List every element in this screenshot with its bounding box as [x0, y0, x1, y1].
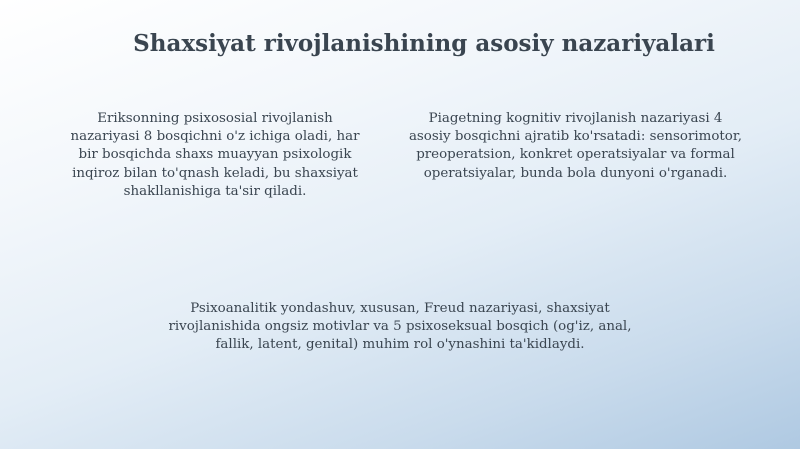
text-line: shakllanishiga ta'sir qiladi.: [123, 183, 307, 199]
text-line: preoperatsion, konkret operatsiyalar va formal: [416, 147, 735, 163]
text-line: inqiroz bilan to'qnash keladi, bu shaxsiyat: [72, 165, 358, 181]
slide-title: Shaxsiyat rivojlanishining asosiy nazariyalari: [133, 30, 715, 57]
text-line: nazariyasi 8 bosqichni o'z ichiga oladi, har: [70, 129, 360, 145]
text-line: asosiy bosqichni ajratib ko'rsatadi: sensorimotor,: [408, 129, 743, 145]
text-line: bir bosqichda shaxs muayyan psixologik: [78, 147, 352, 163]
text-line: operatsiyalar, bunda bola dunyoni o'rganadi.: [423, 165, 728, 181]
piaget-text-block: [393, 110, 758, 183]
text-line: Psixoanalitik yondashuv, xususan, Freud nazariyasi, shaxsiyat: [190, 301, 610, 316]
freud-text-block: [145, 300, 655, 355]
text-line: Piagetning kognitiv rivojlanish nazariyasi 4: [428, 111, 723, 126]
text-line: Eriksonning psixososial rivojlanish: [97, 111, 333, 126]
text-line: rivojlanishida ongsiz motivlar va 5 psixoseksual bosqich (og'iz, anal,: [168, 319, 632, 335]
erikson-text-block: [52, 110, 378, 201]
text-line: fallik, latent, genital) muhim rol o'ynashini ta'kidlaydi.: [215, 337, 585, 353]
